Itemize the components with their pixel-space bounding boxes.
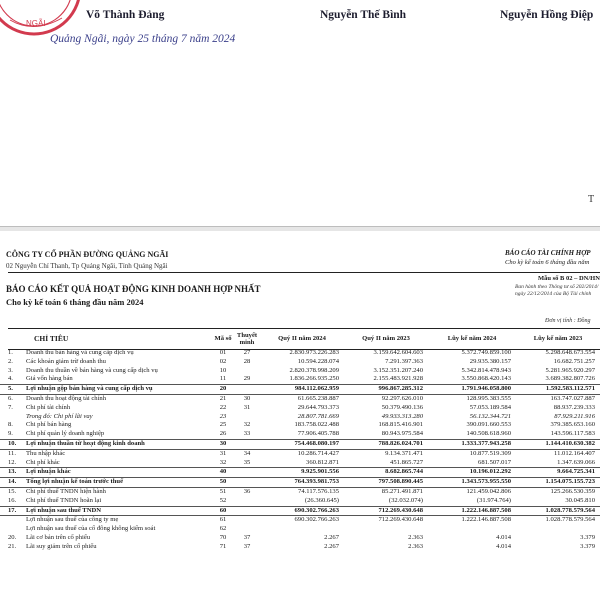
row-code: 71 [219,542,227,550]
row-note: 33 [243,430,251,438]
row-q2-2023: 797.508.890.445 [344,478,428,488]
row-note [234,413,260,422]
signing-date: Quảng Ngãi, ngày 25 tháng 7 năm 2024 [50,33,236,45]
row-ytd-2024: 128.995.383.555 [466,394,511,402]
row-ytd-2024: 4.014 [496,533,511,541]
signer-3-name: Nguyễn Hồng Điệp [500,9,594,21]
header-item: CHỈ TIÊU [34,334,69,343]
row-code: 22 [219,403,227,411]
row-ytd-2024: 56.132.344.721 [469,412,511,420]
row-number: 7. [8,403,13,411]
header-ytd-2023: Lũy kế năm 2023 [533,335,583,342]
table-row [0,468,600,478]
table-header-rule [8,349,600,350]
cut-off-edge-text: T [588,194,595,205]
row-label: Lợi nhuận gộp bán hàng và cung cấp dịch vụ [24,385,212,395]
row-q2-2023: (32.032.074) [388,496,423,504]
row-ytd-2024: 1.222.146.887.508 [428,506,516,516]
row-code: 23 [219,412,227,420]
row-ytd-2023: 143.596.117.583 [550,430,595,438]
row-ytd-2024: 1.333.377.943.258 [428,439,516,449]
row-ytd-2024: 121.459.042.806 [466,487,511,495]
row-label: Chi phí quản lý doanh nghiệp [26,430,105,438]
row-code: 32 [219,458,227,466]
report-period-right: Cho kỳ kế toán 6 tháng đầu năm [505,259,590,266]
table-row [0,543,600,552]
row-q2-2024: 9.925.901.556 [260,468,344,478]
row-q2-2023: 2.155.483.921.928 [373,375,423,383]
table-body [0,349,600,552]
row-q2-2023: 92.297.626.010 [381,394,423,402]
row-ytd-2024: (31.974.764) [476,496,511,504]
row-ytd-2023: 3.379 [580,533,595,541]
row-ytd-2023 [516,525,600,534]
row-note: 34 [243,449,251,457]
form-note-line-2: ngày 22/12/2014 của Bộ Tài chính [515,291,592,297]
row-label: Giá vốn hàng bán [26,375,73,383]
row-code: 31 [219,449,227,457]
row-q2-2023: 712.269.430.648 [344,506,428,516]
row-note [234,516,260,525]
row-q2-2023: 8.682.865.744 [344,468,428,478]
row-number: 1. [8,349,13,356]
row-q2-2024: 360.812.871 [306,458,339,466]
row-code: 11 [219,375,227,383]
row-q2-2024: 2.267 [324,542,339,550]
row-q2-2024: 690.302.766.263 [260,506,344,516]
row-q2-2024: 61.665.238.887 [297,394,339,402]
form-code: Mẫu số B 02 – DN/HN [538,275,600,282]
row-ytd-2023: 379.385.653.160 [550,421,595,429]
row-number: 21. [8,542,17,550]
row-number: 5. [0,385,24,395]
row-number: 16. [8,496,17,504]
row-code: 62 [219,525,227,533]
table-row [0,430,600,439]
row-ytd-2023: 9.664.725.341 [516,468,600,478]
row-note [234,468,260,478]
company-name: CÔNG TY CỔ PHẦN ĐƯỜNG QUẢNG NGÃI [6,250,169,259]
table-row [0,459,600,468]
row-number: 10. [0,439,24,449]
table-row [0,534,600,543]
svg-text:NGÃI: NGÃI [26,19,46,28]
row-ytd-2023: 88.937.239.333 [553,403,595,411]
row-ytd-2023: 1.347.639.066 [557,458,595,466]
table-row [0,367,600,376]
row-label: Tổng lợi nhuận kế toán trước thuế [24,478,212,488]
row-label: Lợi nhuận sau thuế TNDN [24,506,212,516]
row-q2-2024: 984.112.062.959 [260,385,344,395]
row-ytd-2024: 681.507.017 [478,458,511,466]
row-number: 9. [8,430,13,438]
row-q2-2023: 80.943.975.584 [381,430,423,438]
row-note [234,525,260,534]
table-row [0,404,600,413]
row-note: 37 [243,533,251,541]
row-ytd-2023: 16.682.751.257 [553,357,595,365]
row-note: 30 [243,394,251,402]
row-ytd-2024: 29.935.380.157 [469,357,511,365]
row-q2-2024: 74.117.576.135 [298,487,339,495]
row-ytd-2024: 1.791.946.058.800 [428,385,516,395]
row-number: 4. [8,375,13,383]
row-note [234,385,260,395]
row-q2-2024: (26.360.645) [304,496,339,504]
row-note: 29 [243,375,251,383]
row-code: 02 [219,357,227,365]
row-code: 26 [219,430,227,438]
row-ytd-2024: 10.196.012.292 [428,468,516,478]
row-number [0,525,24,534]
table-row [0,449,600,458]
row-note: 32 [243,421,251,429]
row-q2-2023: 85.271.491.871 [381,487,423,495]
table-row [0,506,600,516]
row-ytd-2023: 1.144.410.630.382 [516,439,600,449]
row-ytd-2024: 390.091.660.553 [466,421,511,429]
row-ytd-2024 [428,525,516,534]
table-row [0,487,600,496]
row-q2-2023 [344,525,428,534]
row-code: 40 [212,468,234,478]
header-rule [8,272,600,273]
row-q2-2024 [260,525,344,534]
table-row [0,385,600,395]
row-number [0,413,24,422]
row-ytd-2024: 3.550.868.420.143 [461,375,511,383]
row-ytd-2024: 57.053.189.584 [469,403,511,411]
row-q2-2023: 2.363 [408,533,423,541]
row-note [234,478,260,488]
row-q2-2024: 28.807.781.669 [297,412,339,420]
report-kind: BÁO CÁO TÀI CHÍNH HỢP [505,249,591,257]
row-ytd-2023: 87.929.211.916 [554,412,595,420]
company-address: 02 Nguyễn Chí Thanh, Tp Quảng Ngãi, Tỉnh Quảng Ngãi [6,262,168,270]
row-ytd-2023: 1.154.075.155.723 [516,478,600,488]
row-q2-2024: 2.820.378.998.209 [289,366,339,374]
table-row [0,413,600,422]
row-q2-2023: 996.867.285.312 [344,385,428,395]
header-q2-2023: Quý II năm 2023 [362,335,410,342]
row-label: Doanh thu hoạt động tài chính [26,394,107,402]
row-code: 50 [212,478,234,488]
row-code: 10 [219,366,227,374]
row-q2-2023: 2.363 [408,542,423,550]
row-note [234,439,260,449]
row-label: Chi phí thuế TNDN hiện hành [26,487,106,495]
table-top-rule [8,328,600,329]
table-row [0,421,600,430]
row-q2-2023: 451.865.727 [390,458,423,466]
row-note: 35 [243,458,251,466]
row-q2-2024: 690.302.766.263 [294,516,339,524]
row-q2-2024: 754.468.080.197 [260,439,344,449]
row-label: Lãi suy giảm trên cổ phiếu [26,542,97,550]
table-header-row [0,328,600,349]
row-code: 25 [219,421,227,429]
table-row [0,497,600,506]
row-number: 11. [8,449,16,457]
row-ytd-2024: 5.342.814.478.943 [461,366,511,374]
row-q2-2024: 764.393.981.753 [260,478,344,488]
row-label: Chi phí tài chính [26,403,71,411]
row-label: Thu nhập khác [26,449,66,457]
row-q2-2024: 1.836.266.935.250 [289,375,339,383]
row-q2-2023: 7.291.397.363 [385,357,423,365]
row-ytd-2024: 10.877.519.309 [469,449,511,457]
row-q2-2023: 50.379.490.136 [381,403,423,411]
form-note-line-1: Ban hành theo Thông tư số 202/2014/ [515,284,599,290]
row-label: Các khoản giảm trừ doanh thu [26,357,106,365]
header-note: Thuyết minh [236,331,258,346]
row-number: 8. [8,421,13,429]
row-q2-2024: 2.267 [324,533,339,541]
table-row [0,375,600,384]
row-q2-2023: 9.134.371.471 [385,449,423,457]
row-note: 36 [243,487,251,495]
row-code: 01 [219,349,227,356]
table-row [0,394,600,403]
row-q2-2024: 2.830.973.226.283 [289,349,339,356]
row-ytd-2024: 1.343.573.955.550 [428,478,516,488]
row-ytd-2023: 3.689.382.807.726 [545,375,595,383]
row-ytd-2023: 30.045.810 [565,496,595,504]
row-q2-2024: 183.758.022.488 [294,421,339,429]
row-ytd-2023: 11.012.164.407 [554,449,595,457]
row-code: 60 [212,506,234,516]
row-ytd-2023: 163.747.027.887 [550,394,595,402]
row-q2-2024: 77.906.405.788 [297,430,339,438]
row-label: Lợi nhuận khác [24,468,212,478]
row-number: 6. [8,394,13,402]
row-q2-2023: 3.152.351.207.240 [373,366,423,374]
row-ytd-2023: 125.266.530.359 [550,487,595,495]
row-number: 15. [8,487,17,495]
row-ytd-2024: 5.372.749.859.100 [461,349,511,356]
unit-label: Đơn vị tính : Đồng [545,318,591,324]
row-ytd-2024: 1.222.146.887.508 [461,516,511,524]
row-note [234,506,260,516]
table-row [0,439,600,449]
row-number: 17. [0,506,24,516]
row-number: 12. [8,458,17,466]
row-label: Doanh thu thuần về bán hàng và cung cấp dịch vụ [26,366,158,374]
row-ytd-2023: 1.028.778.579.564 [516,506,600,516]
row-code: 20 [212,385,234,395]
row-note: 37 [243,542,251,550]
row-label: Lãi cơ bản trên cổ phiếu [26,533,91,541]
row-code: 52 [219,496,227,504]
row-ytd-2023: 3.379 [580,542,595,550]
table-row [0,516,600,525]
signer-2-name: Nguyễn Thế Bình [320,9,407,21]
row-q2-2023: 3.159.642.604.603 [373,349,423,356]
row-q2-2024: 29.644.793.373 [297,403,339,411]
row-ytd-2023: 5.298.648.673.554 [545,349,595,356]
row-note [234,497,260,506]
row-note: 31 [243,403,251,411]
row-q2-2024: 10.286.714.427 [297,449,339,457]
header-code: Mã số [214,335,232,342]
document-subtitle: Cho kỳ kế toán 6 tháng đầu năm 2024 [6,297,144,307]
header-q2-2024: Quý II năm 2024 [278,335,326,342]
row-q2-2024: 10.594.228.074 [297,357,339,365]
row-q2-2023: 788.826.024.701 [344,439,428,449]
row-q2-2023: 49.933.313.280 [381,412,423,420]
row-ytd-2024: 4.014 [496,542,511,550]
row-note: 28 [243,357,251,365]
row-q2-2023: 712.269.430.648 [378,516,423,524]
row-q2-2023: 168.815.416.901 [378,421,423,429]
row-note [234,367,260,376]
row-code: 30 [212,439,234,449]
row-label: Lợi nhuận sau thuế của cổ đông không kiểm soát [26,525,156,533]
table-row [0,358,600,367]
row-code: 51 [219,487,227,495]
row-code: 21 [219,394,227,402]
row-ytd-2023: 1.592.583.112.571 [516,385,600,395]
row-ytd-2023: 5.281.965.920.297 [545,366,595,374]
income-statement-table [0,328,600,552]
table-row [0,525,600,534]
row-code: 70 [219,533,227,541]
header-ytd-2024: Lũy kế năm 2024 [447,335,497,342]
row-number: 2. [8,357,13,365]
row-label: Chi phí bán hàng [26,421,72,429]
row-note: 27 [243,349,251,356]
row-number: 13. [0,468,24,478]
row-label: Trong đó: Chi phí lãi vay [26,412,93,420]
row-number: 3. [8,366,13,374]
signer-1-name: Võ Thành Đảng [86,9,165,21]
row-label: Doanh thu bán hàng và cung cấp dịch vụ [26,349,134,356]
row-number: 20. [8,533,17,541]
row-ytd-2023: 1.028.778.579.564 [545,516,595,524]
row-ytd-2024: 140.508.618.960 [466,430,511,438]
table-row [0,478,600,488]
row-code: 61 [219,516,227,524]
row-number [0,516,24,525]
row-label: Lợi nhuận sau thuế của công ty mẹ [26,516,119,524]
page-separator [0,226,600,231]
table-row [0,349,600,358]
document-title: BÁO CÁO KẾT QUẢ HOẠT ĐỘNG KINH DOANH HỢP NHẤT [6,284,261,294]
row-label: Chi phí thuế TNDN hoãn lại [26,496,102,504]
row-label: Chi phí khác [26,458,60,466]
row-number: 14. [0,478,24,488]
row-label: Lợi nhuận thuần từ hoạt động kinh doanh [24,439,212,449]
